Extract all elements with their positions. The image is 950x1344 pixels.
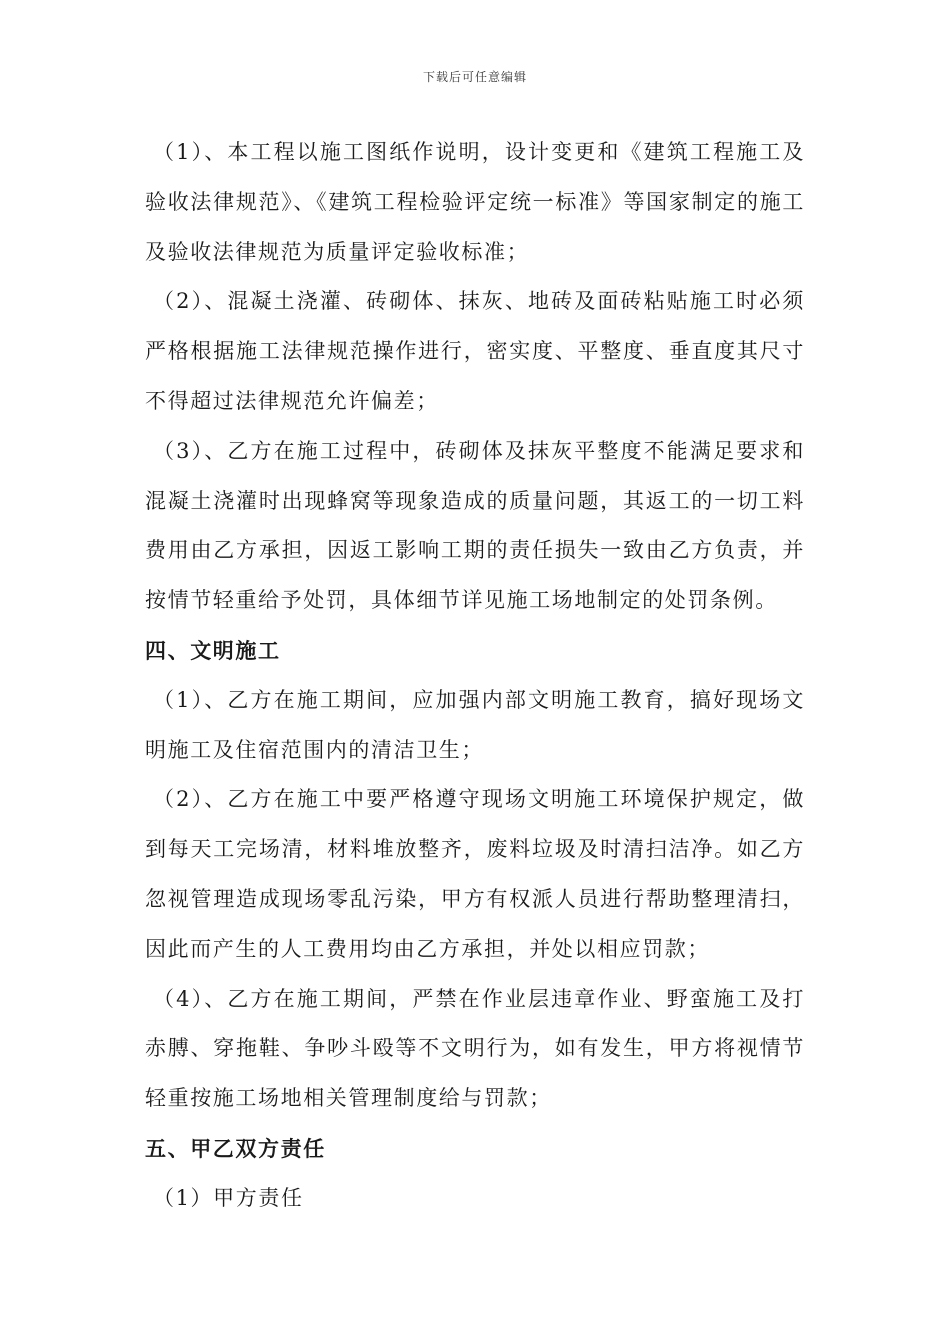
clause-quality-2: （2）、混凝土浇灌、砖砌体、抹灰、地砖及面砖粘贴施工时必须严格根据施工法律规范操作进行，密实度、平整度、垂直度其尺寸不得超过法律规范允许偏差； xyxy=(145,289,805,413)
clause-civilized-1: （1）、乙方在施工期间，应加强内部文明施工教育，搞好现场文明施工及住宿范围内的清洁卫生； xyxy=(145,687,805,762)
clause-quality-1: （1）、本工程以施工图纸作说明，设计变更和《建筑工程施工及验收法律规范》、《建筑工程检验评定统一标准》等国家制定的施工及验收法律规范为质量评定验收标准； xyxy=(145,140,805,264)
page-header-note: 下载后可任意编辑 xyxy=(422,70,527,84)
clause-party-a-responsibility: （1）甲方责任 xyxy=(153,1185,304,1210)
clause-civilized-4: （4）、乙方在施工期间，严禁在作业层违章作业、野蛮施工及打赤膊、穿拖鞋、争吵斗殴等不文明行为，如有发生，甲方将视情节轻重按施工场地相关管理制度给与罚款； xyxy=(145,986,805,1111)
clause-quality-3: （3）、乙方在施工过程中，砖砌体及抹灰平整度不能满足要求和混凝土浇灌时出现蜂窝等现象造成的质量问题，其返工的一切工料费用由乙方承担，因返工影响工期的责任损失一致由乙方负责，并按情节轻重给予处罚，具体细节详见施工场地制定的处罚条例。 xyxy=(145,438,805,613)
section-heading-party-responsibilities: 五、甲乙双方责任 xyxy=(145,1135,326,1161)
document-body xyxy=(145,128,805,1224)
section-heading-civilized-construction: 四、文明施工 xyxy=(145,637,281,663)
clause-civilized-2: （2）、乙方在施工中要严格遵守现场文明施工环境保护规定，做到每天工完场清，材料堆放整齐，废料垃圾及时清扫洁净。如乙方忽视管理造成现场零乱污染，甲方有权派人员进行帮助整理清扫，因此而产生的人工费用均由乙方承担，并处以相应罚款； xyxy=(145,787,805,961)
